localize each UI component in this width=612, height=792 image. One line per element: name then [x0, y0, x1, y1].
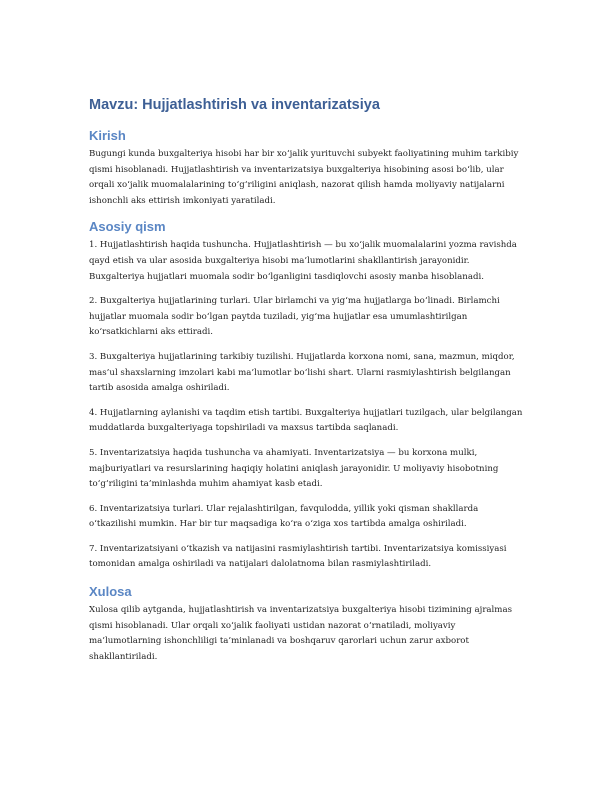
- paragraph: Bugungi kunda buxgalteriya hisobi har bir xo‘jalik yurituvchi subyekt faoliyatining muhim tarkibiy qismi hisoblanadi. Hujjatlashtirish va inventarizatsiya buxgalteriya hisobining asosi bo‘lib, ular orqali xo‘jalik muomalalarining to‘g‘riligini aniqlash, nazorat qilish hamda moliyaviy natijalarni ishonchli aks ettirish imkoniyati yaratiladi.: [89, 149, 519, 206]
- section-asosiy-qism: [89, 219, 525, 573]
- paragraph: 5. Inventarizatsiya haqida tushuncha va ahamiyati. Inventarizatsiya — bu korxona mulki, majburiyatlari va resurslarining haqiqiy holatini aniqlash jarayonidir. U moliyaviy hisobotning to‘g‘riligini ta’minlashda muhim ahamiyat kasb etadi.: [89, 447, 499, 490]
- section-heading-kirish: Kirish: [89, 128, 126, 143]
- paragraph: 6. Inventarizatsiya turlari. Ular rejalashtirilgan, favqulodda, yillik yoki qisman shakllarda o‘tkazilishi mumkin. Har bir tur maqsadiga ko‘ra o‘ziga xos tartibda amalga oshiriladi.: [89, 503, 479, 530]
- paragraph: 3. Buxgalteriya hujjatlarining tarkibiy tuzilishi. Hujjatlarda korxona nomi, sana, mazmun, miqdor, mas’ul shaxslarning imzolari kabi ma’lumotlar bo‘lishi shart. Ularni rasmiylashtirish belgilangan tartib asosida amalga oshiriladi.: [89, 351, 515, 394]
- document-title: Mavzu: Hujjatlashtirish va inventarizatsiya: [89, 97, 380, 113]
- document-content: [89, 96, 525, 676]
- section-heading-asosiy-qism: Asosiy qism: [89, 219, 166, 235]
- paragraph: 4. Hujjatlarning aylanishi va taqdim etish tartibi. Buxgalteriya hujjatlari tuzilgach, ular belgilangan muddatlarda buxgalteriyaga topshiriladi va maxsus tartibda saqlanadi.: [89, 407, 523, 434]
- section-kirish: [89, 128, 525, 209]
- paragraph: 7. Inventarizatsiyani o‘tkazish va natijasini rasmiylashtirish tartibi. Inventarizatsiya komissiyasi tomonidan amalga oshiriladi va natijalari dalolatnoma bilan rasmiylashtiriladi.: [89, 543, 507, 570]
- paragraph: 2. Buxgalteriya hujjatlarining turlari. Ular birlamchi va yig‘ma hujjatlarga bo‘linadi. Birlamchi hujjatlar muomala sodir bo‘lgan paytda tuziladi, yig‘ma hujjatlar esa umumlashtirilgan ko‘rsatkichlarni aks ettiradi.: [89, 296, 500, 338]
- section-xulosa: [89, 584, 525, 665]
- paragraph: 1. Hujjatlashtirish haqida tushuncha. Hujjatlashtirish — bu xo‘jalik muomalalarini yozma ravishda qayd etish va ular asosida buxgalteriya hisobi ma’lumotlarini shakllantirish jarayonidir. Buxgalteriya hujjatlari muomala sodir bo‘lganligini tasdiqlovchi asosiy manba hisoblanadi.: [89, 240, 517, 282]
- section-heading-xulosa: Xulosa: [89, 584, 132, 600]
- paragraph: Xulosa qilib aytganda, hujjatlashtirish va inventarizatsiya buxgalteriya hisobi tizimining ajralmas qismi hisoblanadi. Ular orqali xo‘jalik faoliyati ustidan nazorat o‘rnatiladi, moliyaviy ma’lumotlarning ishonchliligi ta’minlanadi va boshqaruv qarorlari uchun zarur axborot shakllantiriladi.: [89, 605, 512, 662]
